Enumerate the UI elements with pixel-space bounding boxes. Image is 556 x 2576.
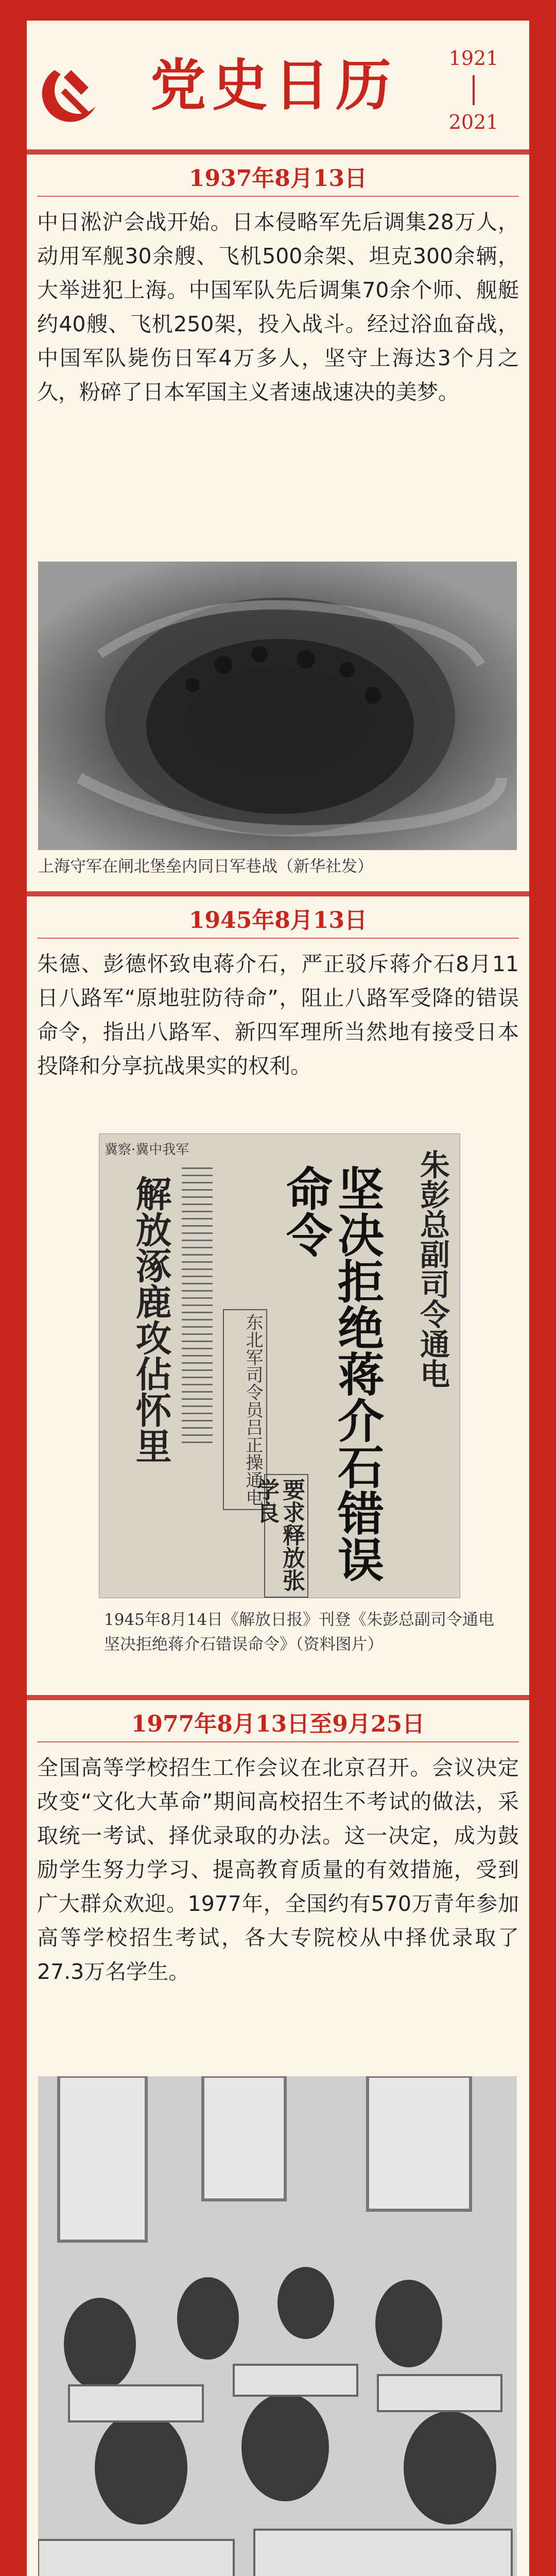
year-divider (473, 75, 475, 105)
newspaper-photo (99, 1133, 460, 1598)
entry-text: 朱德、彭德怀致电蒋介石，严正驳斥蒋介石8月11日八路军“原地驻防待命”，阻止八路军受降的错误命令，指出八路军、新四军理所当然地有接受日本投降和分享抗战果实的权利。 (37, 952, 519, 1078)
exam-photo (38, 2076, 517, 2576)
date-underline (37, 196, 519, 197)
year-range (443, 48, 505, 132)
newspaper-headline-right: 坚决拒绝蒋介石错误命令 (278, 1165, 384, 1582)
newspaper-headline-left: 解放涿鹿攻佔怀里 (130, 1175, 172, 1464)
section-divider (27, 149, 529, 155)
newspaper-column (182, 1165, 213, 1443)
calendar-page (27, 21, 529, 2576)
newspaper-box: 东北军司令员吕正操通电 (223, 1309, 267, 1510)
battle-photo (38, 562, 517, 850)
section-divider (27, 891, 529, 896)
page-title: 党史日历 (150, 53, 398, 118)
photo-caption: 上海守军在闸北堡垒内同日军巷战（新华社发） (38, 857, 373, 876)
entry-date: 1937年8月13日 (188, 165, 368, 192)
year-start: 1921 (448, 47, 499, 70)
entry-text: 全国高等学校招生工作会议在北京召开。会议决定改变“文化大革命”期间高校招生不考试的做法，采取统一考试、择优录取的办法。这一决定，成为鼓励学生努力学习、提高教育质量的有效措施，受到广大群众欢迎。1977年，全国约有570万青年参加高等学校招生考试，各大专院校从中择优录取了27.3万名学生。 (37, 1755, 519, 1984)
newspaper-bottom-box: 要求释放张学良 (264, 1474, 308, 1598)
date-underline (37, 1741, 519, 1742)
photo-caption: 1945年8月14日《解放日报》刊登《朱彭总副司令通电 坚决拒绝蒋介石错误命令》（资料图片） (104, 1611, 495, 1654)
date-underline (37, 938, 519, 939)
year-end: 2021 (448, 111, 499, 133)
entry-text: 中日淞沪会战开始。日本侵略军先后调集28万人，动用军舰30余艘、飞机500余架、坦克300余辆，大举进犯上海。中国军队先后调集70余个师、舰艇约40艘、飞机250架，投入战斗。经过浴血奋战，中国军队毙伤日军4万多人，坚守上海达3个月之久，粉碎了日本军国主义者速战速决的美梦。 (37, 210, 519, 404)
party-emblem-icon (34, 49, 111, 127)
newspaper-top-right: 朱彭总副司令通电 (415, 1149, 450, 1388)
entry-date: 1945年8月13日 (188, 907, 368, 934)
entry-date: 1977年8月13日至9月25日 (131, 1711, 425, 1737)
header (27, 21, 529, 144)
newspaper-small-headline: 冀察·冀中我军 (105, 1142, 189, 1158)
section-divider (27, 1695, 529, 1700)
